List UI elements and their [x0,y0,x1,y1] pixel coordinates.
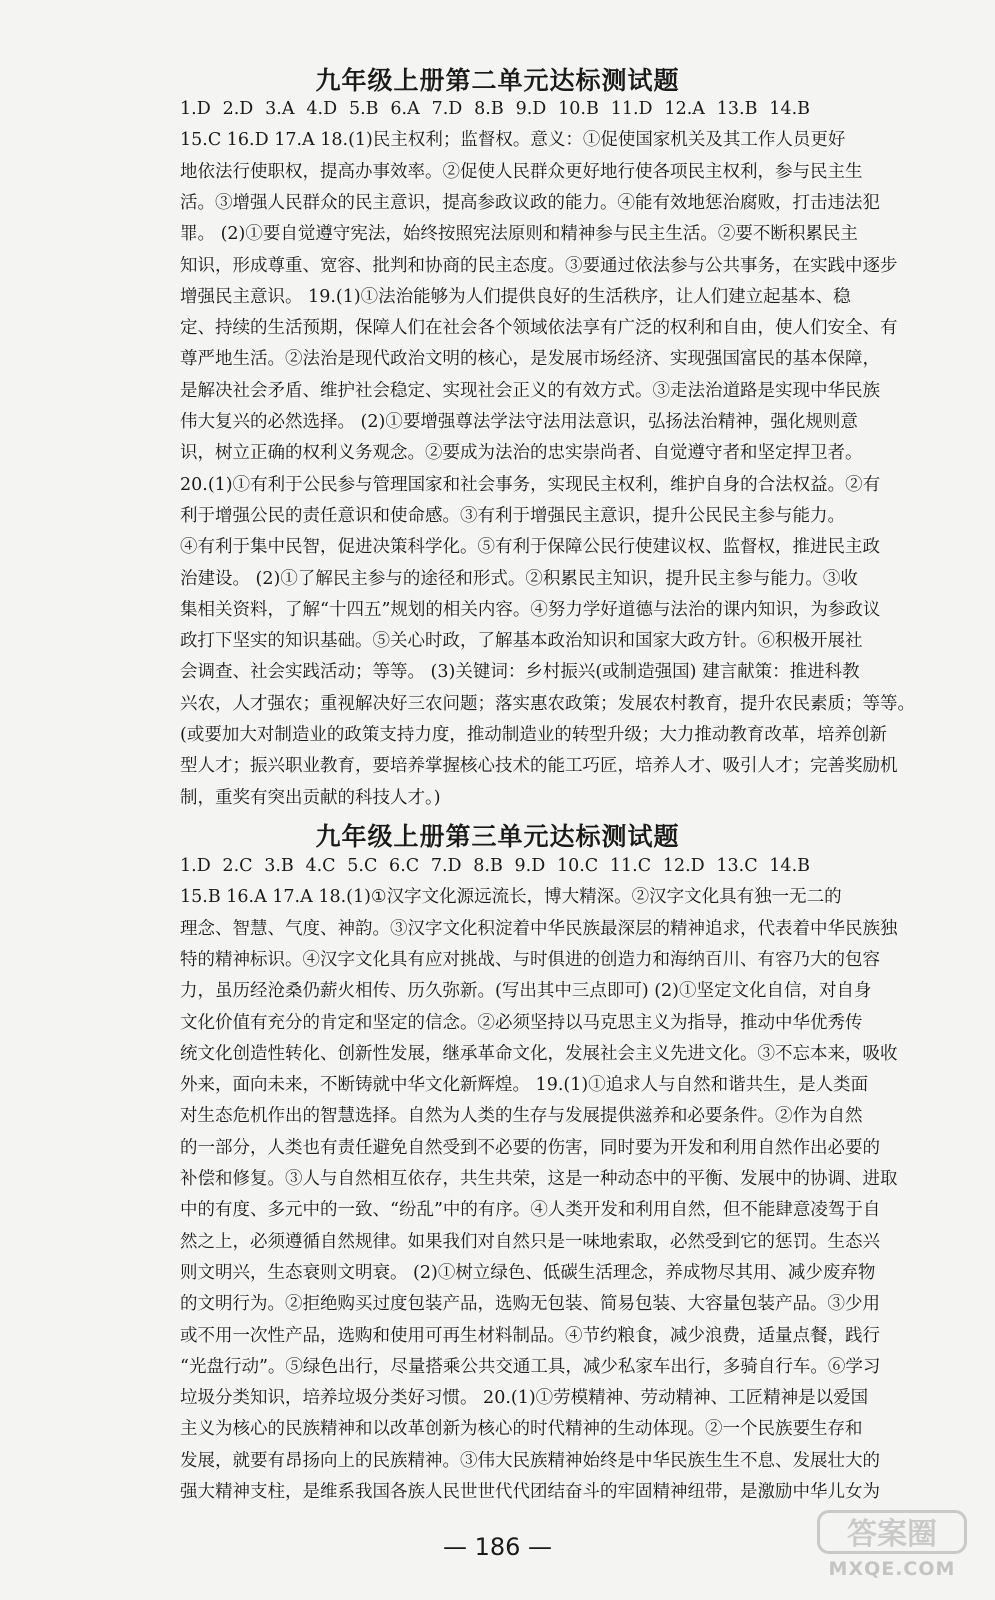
text-line: 兴农，人才强农；重视解决好三农问题；落实惠农政策；发展农村教育，提升农民素质；等等。 [180,693,915,714]
text-line: 20.(1)①有利于公民参与管理国家和社会事务，实现民主权利，维护自身的合法权益。②有 [180,474,881,495]
text-line: ④有利于集中民智，促进决策科学化。⑤有利于保障公民行使建议权、监督权，推进民主政 [180,537,880,558]
text-line: 1.D 2.C 3.B 4.C 5.C 6.C 7.D 8.B 9.D 10.C 11.C 12.D 13.C 14.B [180,856,810,876]
text-line: 特的精神标识。④汉字文化具有应对挑战、与时俱进的创造力和海纳百川、有容乃大的包容 [180,949,880,970]
watermark-url: MXQE.COM [828,1558,956,1580]
text-line: 制，重奖有突出贡献的科技人才。) [180,787,441,808]
watermark-text: 答案圈 [817,1510,967,1554]
section2-title: 九年级上册第二单元达标测试题 [315,66,680,95]
text-line: 尊严地生活。②法治是现代政治文明的核心，是发展市场经济、实现强国富民的基本保障， [180,349,880,370]
text-line: 识，树立正确的权利义务观念。②要成为法治的忠实崇尚者、自觉遵守者和坚定捍卫者。 [180,443,863,464]
text-line: 利于增强公民的责任意识和使命感。③有利于增强民主意识，提升公民民主参与能力。 [180,505,845,526]
text-line: 伟大复兴的必然选择。 (2)①要增强尊法学法守法用法意识，弘扬法治精神，强化规则意 [180,412,858,432]
text-line: 垃圾分类知识，培养垃圾分类好习惯。 20.(1)①劳模精神、劳动精神、工匠精神是以爱国 [180,1388,869,1409]
text-line: 15.C 16.D 17.A 18.(1)民主权利；监督权。意义：①促使国家机关及其工作人员更好 [180,130,846,151]
text-line: 对生态危机作出的智慧选择。自然为人类的生存与发展提供滋养和必要条件。②作为自然 [180,1106,863,1127]
text-line: 则文明兴，生态衰则文明衰。 (2)①树立绿色、低碳生活理念，养成物尽其用、减少废弃物 [180,1262,876,1283]
text-line: 会调查、社会实践活动；等等。 (3)关键词：乡村振兴(或制造强国) 建言献策：推进科教 [180,662,860,683]
text-line: (或要加大对制造业的政策支持力度，推动制造业的转型升级；大力推动教育改革，培养创新 [180,725,887,745]
text-line: 文化价值有充分的肯定和坚定的信念。②必须坚持以马克思主义为指导，推动中华优秀传 [180,1012,863,1033]
text-line: 力，虽历经沧桑仍薪火相传、历久弥新。(写出其中三点即可) (2)①坚定文化自信，对自身 [180,981,872,1002]
text-line: 型人才；振兴职业教育，要培养掌握核心技术的能工巧匠，培养人才、吸引人才；完善奖励机 [180,756,898,777]
text-line: 定、持续的生活预期，保障人们在社会各个领域依法享有广泛的权利和自由，使人们安全、有 [180,318,898,339]
text-line: 政打下坚实的知识基础。⑤关心时政，了解基本政治知识和国家大政方针。⑥积极开展社 [180,631,863,652]
text-line: 活。③增强人民群众的民主意识，提高参政议政的能力。④能有效地惩治腐败，打击违法犯 [180,192,880,213]
text-line: 或不用一次性产品，选购和使用可再生材料制品。④节约粮食，减少浪费，适量点餐，践行 [180,1325,880,1346]
section3-title: 九年级上册第三单元达标测试题 [315,822,680,851]
watermark-logo [817,1510,967,1582]
text-line: “光盘行动”。⑤绿色出行，尽量搭乘公共交通工具，减少私家车出行，多骑自行车。⑥学习 [180,1356,881,1377]
text-line: 知识，形成尊重、宽容、批判和协商的民主态度。③要通过依法参与公共事务，在实践中逐步 [180,255,898,276]
text-line: 集相关资料，了解“十四五”规划的相关内容。④努力学好道德与法治的课内知识，为参政议 [180,599,881,620]
text-line: 地依法行使职权，提高办事效率。②促使人民群众更好地行使各项民主权利，参与民主生 [180,161,863,182]
text-line: 增强民主意识。 19.(1)①法治能够为人们提供良好的生活秩序，让人们建立起基本、稳 [180,286,851,307]
text-line: 补偿和修复。③人与自然相互依存，共生共荣，这是一种动态中的平衡、发展中的协调、进取 [180,1169,898,1189]
text-line: 中的有度、多元中的一致、“纷乱”中的有序。④人类开发和利用自然，但不能肆意凌驾于自 [180,1200,881,1221]
text-line: 15.B 16.A 17.A 18.(1)①汉字文化源远流长，博大精深。②汉字文化具有独一无二的 [180,887,842,908]
text-line: 是解决社会矛盾、维护社会稳定、实现社会正义的有效方式。③走法治道路是实现中华民族 [180,380,880,401]
text-line: 强大精神支柱，是维系我国各族人民世世代代团结奋斗的牢固精神纽带，是激励中华儿女为 [180,1482,880,1502]
text-line: 罪。 (2)①要自觉遵守宪法，始终按照宪法原则和精神参与民主生活。②要不断积累民主 [180,224,858,245]
text-line: 治建设。 (2)①了解民主参与的途径和形式。②积累民主知识，提升民主参与能力。③收 [180,568,858,589]
text-line: 发展，就要有昂扬向上的民族精神。③伟大民族精神始终是中华民族生生不息、发展壮大的 [180,1450,880,1471]
text-line: 主义为核心的民族精神和以改革创新为核心的时代精神的生动体现。②一个民族要生存和 [180,1419,863,1440]
text-line: 统文化创造性转化、创新性发展，继承革命文化，发展社会主义先进文化。③不忘本来，吸收 [180,1043,898,1064]
text-line: 外来，面向未来，不断铸就中华文化新辉煌。 19.(1)①追求人与自然和谐共生，是人类面 [180,1075,869,1096]
text-line: 1.D 2.D 3.A 4.D 5.B 6.A 7.D 8.B 9.D 10.B 11.D 12.A 13.B 14.B [180,99,810,119]
text-line: 然之上，必须遵循自然规律。如果我们对自然只是一味地索取，必然受到它的惩罚。生态兴 [180,1231,880,1252]
text-line: 的一部分，人类也有责任避免自然受到不必要的伤害，同时要为开发和利用自然作出必要的 [180,1137,880,1158]
text-line: 理念、智慧、气度、神韵。③汉字文化积淀着中华民族最深层的精神追求，代表着中华民族独 [180,918,898,939]
page-number: — 186 — [442,1533,553,1561]
text-line: 的文明行为。②拒绝购买过度包装产品，选购无包装、简易包装、大容量包装产品。③少用 [180,1294,880,1315]
